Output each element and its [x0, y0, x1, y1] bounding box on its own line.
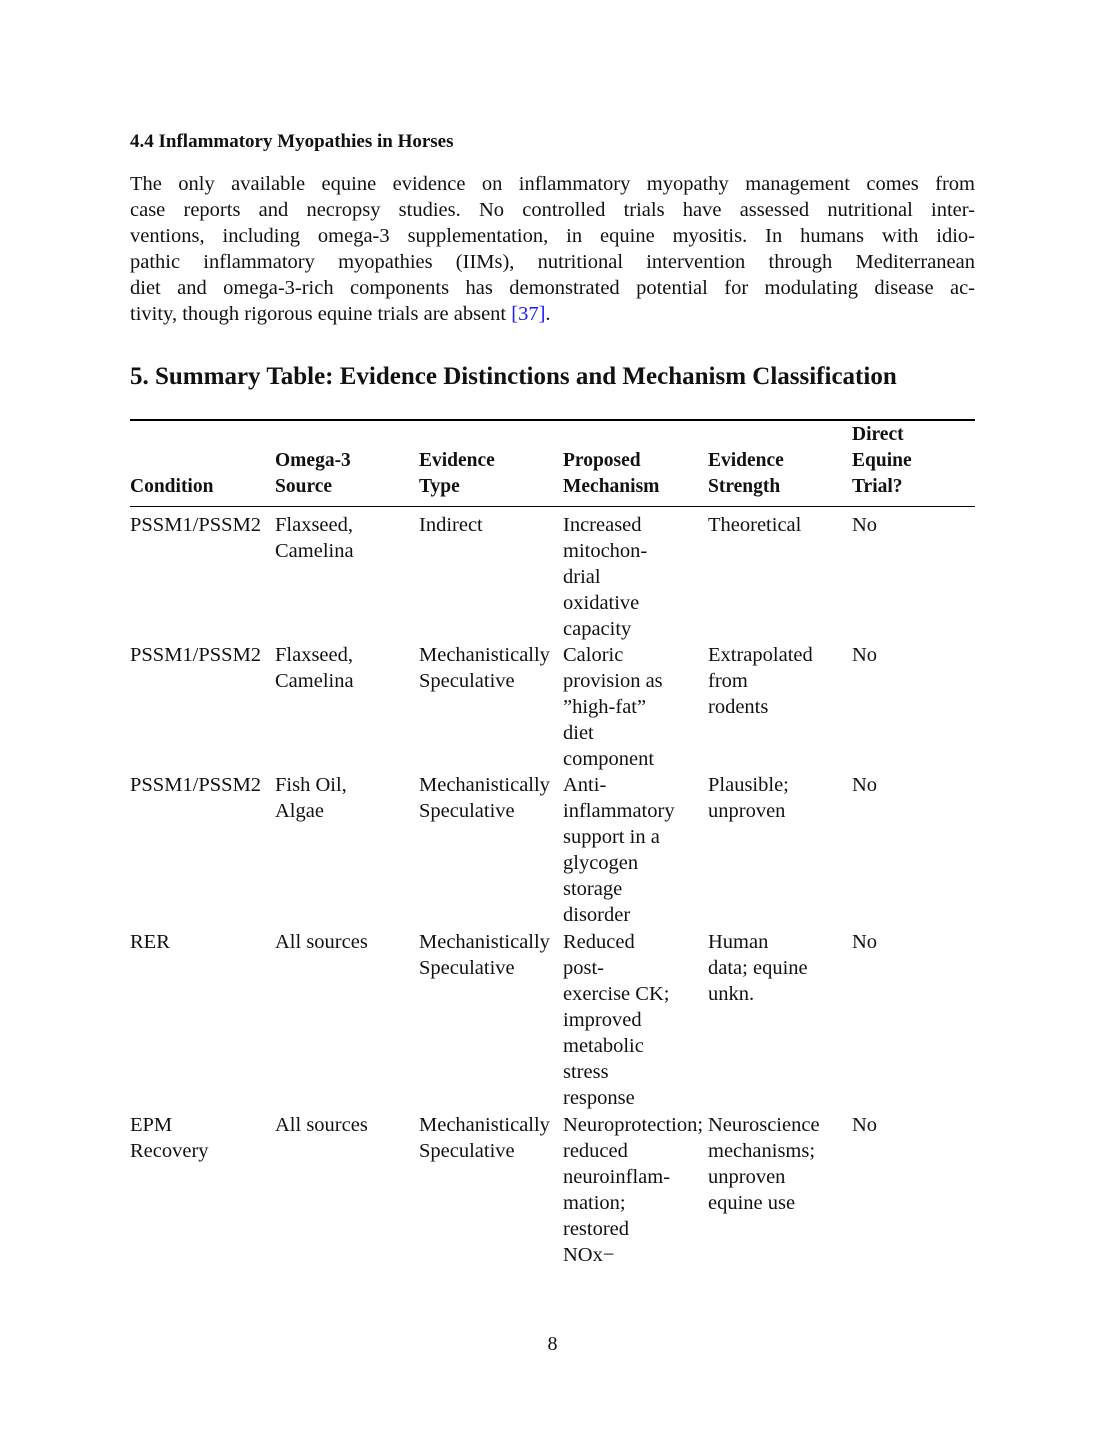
- cell-direct-trial: No: [852, 644, 878, 666]
- cell-strength: equine use: [708, 1192, 796, 1214]
- cell-mechanism: mitochon-: [563, 540, 648, 562]
- cell-strength: Plausible;: [708, 774, 789, 796]
- cell-mechanism: oxidative: [563, 592, 640, 614]
- cell-mechanism: Increased: [563, 514, 642, 536]
- cell-source: All sources: [275, 1114, 368, 1136]
- cell-evidence-type: Mechanistically: [419, 644, 550, 666]
- cell-mechanism: Caloric: [563, 644, 624, 666]
- cell-mechanism: response: [563, 1087, 635, 1109]
- header-evidence-type: Evidence: [419, 450, 495, 471]
- cell-direct-trial: No: [852, 931, 878, 953]
- cell-source: Camelina: [275, 540, 354, 562]
- header-direct-equine-trial: Equine: [852, 450, 912, 471]
- cell-mechanism: disorder: [563, 904, 631, 926]
- cell-condition: PSSM1/PSSM2: [130, 514, 262, 536]
- cell-mechanism: mation;: [563, 1192, 626, 1214]
- cell-condition: RER: [130, 931, 170, 953]
- paragraph-line: pathic inflammatory myopathies (IIMs), nutritional intervention through Mediterranean: [130, 251, 975, 273]
- header-evidence-strength: Evidence: [708, 450, 784, 471]
- cell-mechanism: metabolic: [563, 1035, 644, 1057]
- cell-strength: mechanisms;: [708, 1140, 816, 1162]
- header-proposed-mechanism: Proposed: [563, 450, 641, 471]
- cell-strength: Human: [708, 931, 769, 953]
- cell-mechanism: post-: [563, 957, 604, 979]
- cell-mechanism: restored: [563, 1218, 630, 1240]
- cell-direct-trial: No: [852, 1114, 878, 1136]
- cell-strength: unkn.: [708, 983, 755, 1005]
- cell-direct-trial: No: [852, 514, 878, 536]
- paragraph-line-last: [130, 303, 551, 326]
- cell-condition: Recovery: [130, 1140, 209, 1162]
- cell-source: Flaxseed,: [275, 644, 353, 666]
- cell-evidence-type: Speculative: [419, 800, 515, 822]
- cell-strength: Extrapolated: [708, 644, 813, 666]
- cell-mechanism: neuroinflam-: [563, 1166, 671, 1188]
- cell-evidence-type: Indirect: [419, 514, 483, 536]
- cell-mechanism: provision as: [563, 670, 663, 692]
- cell-strength: Neuroscience: [708, 1114, 820, 1136]
- cell-strength: unproven: [708, 1166, 786, 1188]
- page-number: 8: [547, 1333, 558, 1355]
- cell-source: Fish Oil,: [275, 774, 347, 796]
- cell-evidence-type: Mechanistically: [419, 1114, 550, 1136]
- cell-mechanism: inflammatory: [563, 800, 675, 822]
- cell-evidence-type: Speculative: [419, 957, 515, 979]
- table-header-rule: [130, 506, 975, 507]
- cell-mechanism: storage: [563, 878, 623, 900]
- cell-mechanism: stress: [563, 1061, 609, 1083]
- header-omega3-source: Source: [275, 476, 333, 497]
- cell-evidence-type: Speculative: [419, 670, 515, 692]
- table-top-rule: [130, 419, 975, 421]
- cell-mechanism: exercise CK;: [563, 983, 670, 1005]
- cell-evidence-type: Mechanistically: [419, 774, 550, 796]
- header-condition: Condition: [130, 476, 214, 497]
- cell-strength: rodents: [708, 696, 769, 718]
- paragraph-text: tivity, though rigorous equine trials are absent: [130, 303, 512, 325]
- paragraph-period: .: [545, 303, 551, 325]
- citation-link[interactable]: [37]: [511, 303, 546, 325]
- header-proposed-mechanism: Mechanism: [563, 476, 660, 497]
- cell-mechanism: improved: [563, 1009, 642, 1031]
- cell-source: Camelina: [275, 670, 354, 692]
- cell-mechanism: diet: [563, 722, 594, 744]
- cell-mechanism: component: [563, 748, 655, 770]
- cell-mechanism: capacity: [563, 618, 632, 640]
- cell-direct-trial: No: [852, 774, 878, 796]
- paragraph-line: ventions, including omega-3 supplementation, in equine myositis. In humans with idio-: [130, 225, 975, 247]
- section-heading: 5. Summary Table: Evidence Distinctions and Mechanism Classification: [130, 363, 897, 390]
- cell-mechanism: drial: [563, 566, 601, 588]
- paragraph-line: diet and omega-3-rich components has demonstrated potential for modulating disease ac-: [130, 277, 975, 299]
- cell-condition: PSSM1/PSSM2: [130, 644, 262, 666]
- cell-mechanism: glycogen: [563, 852, 639, 874]
- cell-source: Algae: [275, 800, 324, 822]
- cell-evidence-type: Mechanistically: [419, 931, 550, 953]
- header-evidence-type: Type: [419, 476, 460, 497]
- cell-source: Flaxseed,: [275, 514, 353, 536]
- header-direct-equine-trial: Direct: [852, 424, 904, 445]
- cell-strength: Theoretical: [708, 514, 802, 536]
- paragraph-line: The only available equine evidence on inflammatory myopathy management comes from: [130, 173, 975, 195]
- cell-source: All sources: [275, 931, 368, 953]
- cell-mechanism: reduced: [563, 1140, 628, 1162]
- cell-strength: data; equine: [708, 957, 808, 979]
- cell-mechanism: Anti-: [563, 774, 607, 796]
- cell-mechanism: ”high-fat”: [563, 696, 647, 718]
- cell-condition: EPM: [130, 1114, 173, 1136]
- paragraph-line: case reports and necropsy studies. No controlled trials have assessed nutritional inter-: [130, 199, 975, 221]
- header-direct-equine-trial: Trial?: [852, 476, 903, 497]
- cell-mechanism: Reduced: [563, 931, 635, 953]
- subsection-heading: 4.4 Inflammatory Myopathies in Horses: [130, 131, 454, 152]
- cell-strength: from: [708, 670, 748, 692]
- header-evidence-strength: Strength: [708, 476, 781, 497]
- cell-strength: unproven: [708, 800, 786, 822]
- cell-mechanism: Neuroprotection;: [563, 1114, 704, 1136]
- header-omega3-source: Omega-3: [275, 450, 351, 471]
- cell-mechanism: support in a: [563, 826, 660, 848]
- cell-mechanism: NOx−: [563, 1244, 615, 1266]
- cell-evidence-type: Speculative: [419, 1140, 515, 1162]
- cell-condition: PSSM1/PSSM2: [130, 774, 262, 796]
